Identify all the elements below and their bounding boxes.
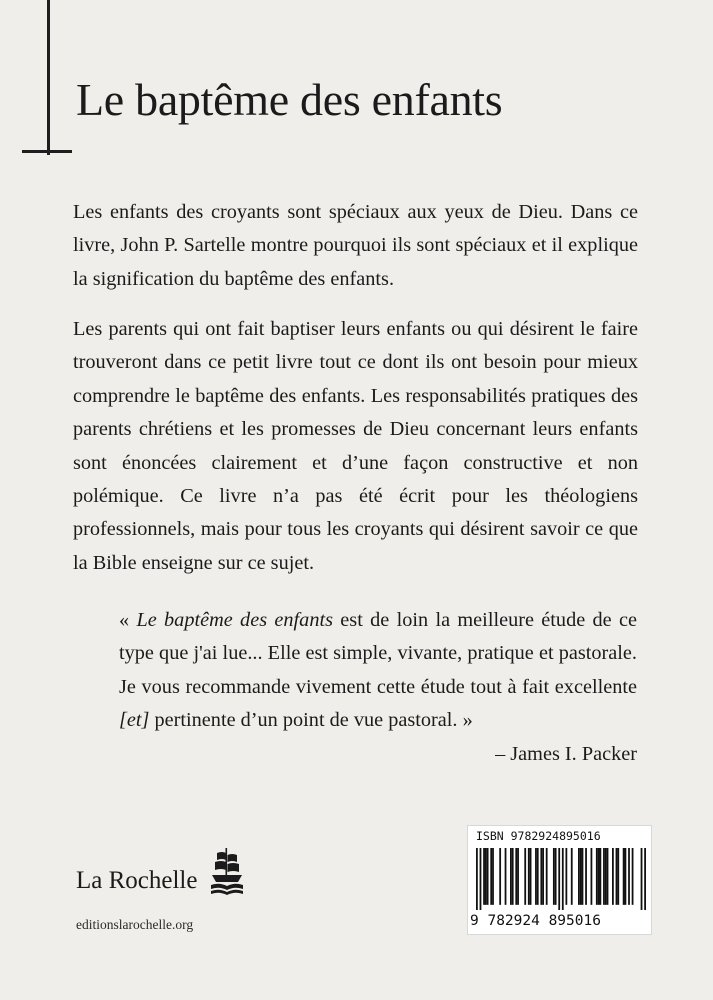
quote-text-part-2: pertinente d’un point de vue pastoral. » [149,709,473,732]
quote-insert: [et] [119,709,150,732]
book-title: Le baptême des enfants [76,74,503,125]
barcode-bar [558,848,560,910]
barcode-bar [562,848,564,910]
barcode-bar [632,848,634,905]
barcode-bar [555,848,557,905]
barcode-bar [524,848,526,905]
barcode-bar [571,848,573,905]
barcode-bar [499,848,501,905]
barcode-bar [623,848,625,905]
barcode-bar [505,848,507,905]
barcode-bar [565,848,567,905]
quote-text-part-1: est de loin la meilleure étude de ce type que j'ai lue... Elle est simple, vivante, pratique et pastorale. Je vous recommande vivement cette étude tout à fait excellente [119,609,637,698]
barcode-bar [542,848,544,905]
description-paragraph-2: Les parents qui ont fait baptiser leurs enfants ou qui désirent le faire trouveront dans ce petit livre tout ce dont ils ont besoin pour mieux comprendre le baptême des enfants. Les responsabilités pratiques des parents chrétiens et les promesses de Dieu concernant leurs enfants sont énoncées clairement et d’une façon constructive et non polémique. Ce livre n’a pas été écrit pour les théologiens professionnels, mais pour tous les croyants qui désirent savoir ce que la Bible enseigne sur ce sujet. [73,318,638,574]
barcode-bar [553,848,555,905]
barcode-bar [591,848,593,905]
barcode-bar [628,848,630,905]
barcode-bar [580,848,582,905]
barcode-bar [530,848,532,905]
barcode-bar [641,848,643,910]
quote-book-title: Le baptême des enfants [136,609,333,631]
barcode-bar [483,848,485,905]
barcode-bar [535,848,537,905]
barcode-bar [616,848,618,905]
barcode-bar [585,848,587,905]
barcode-bar [605,848,607,905]
ship-on-book-icon [209,847,245,897]
barcode-bar [490,848,492,905]
barcode-bar [537,848,539,905]
barcode-bar [512,848,514,905]
barcode-bar [487,848,489,905]
endorsement-quote [119,604,637,738]
barcode-bar [485,848,487,905]
quote-open-mark: « [119,609,137,631]
barcode-bar [517,848,519,905]
barcode-bar [480,848,482,910]
barcode-bar [596,848,598,905]
barcode-bar [582,848,584,905]
barcode-bar [603,848,605,905]
publisher-website: editionslarochelle.org [76,917,194,932]
barcode-bar [599,848,601,905]
barcode-bar [540,848,542,905]
barcode-bar [492,848,494,905]
barcode-bar [578,848,580,905]
barcode-bar [644,848,646,910]
barcode-bar [515,848,517,905]
barcode-bar [607,848,609,905]
barcode-bar [528,848,530,905]
title-horizontal-rule [22,150,72,153]
description-paragraph-1: Les enfants des croyants sont spéciaux aux yeux de Dieu. Dans ce livre, John P. Sartelle montre pourquoi ils sont spéciaux et il explique la signification du baptême des enfants. [73,201,638,290]
quote-attribution: – James I. Packer [495,743,637,765]
barcode-bar [476,848,478,910]
barcode-bar [625,848,627,905]
publisher-name: La Rochelle [76,867,198,894]
barcode-bars [476,848,646,910]
isbn-barcode [467,825,652,935]
barcode-bar [598,848,600,905]
barcode-bar [612,848,614,905]
barcode-bar [546,848,548,905]
barcode-bar [510,848,512,905]
barcode-digits: 9 782924 895016 [470,913,601,929]
barcode-bar [617,848,619,905]
title-vertical-rule [47,0,50,155]
isbn-label: ISBN 9782924895016 [476,829,601,843]
